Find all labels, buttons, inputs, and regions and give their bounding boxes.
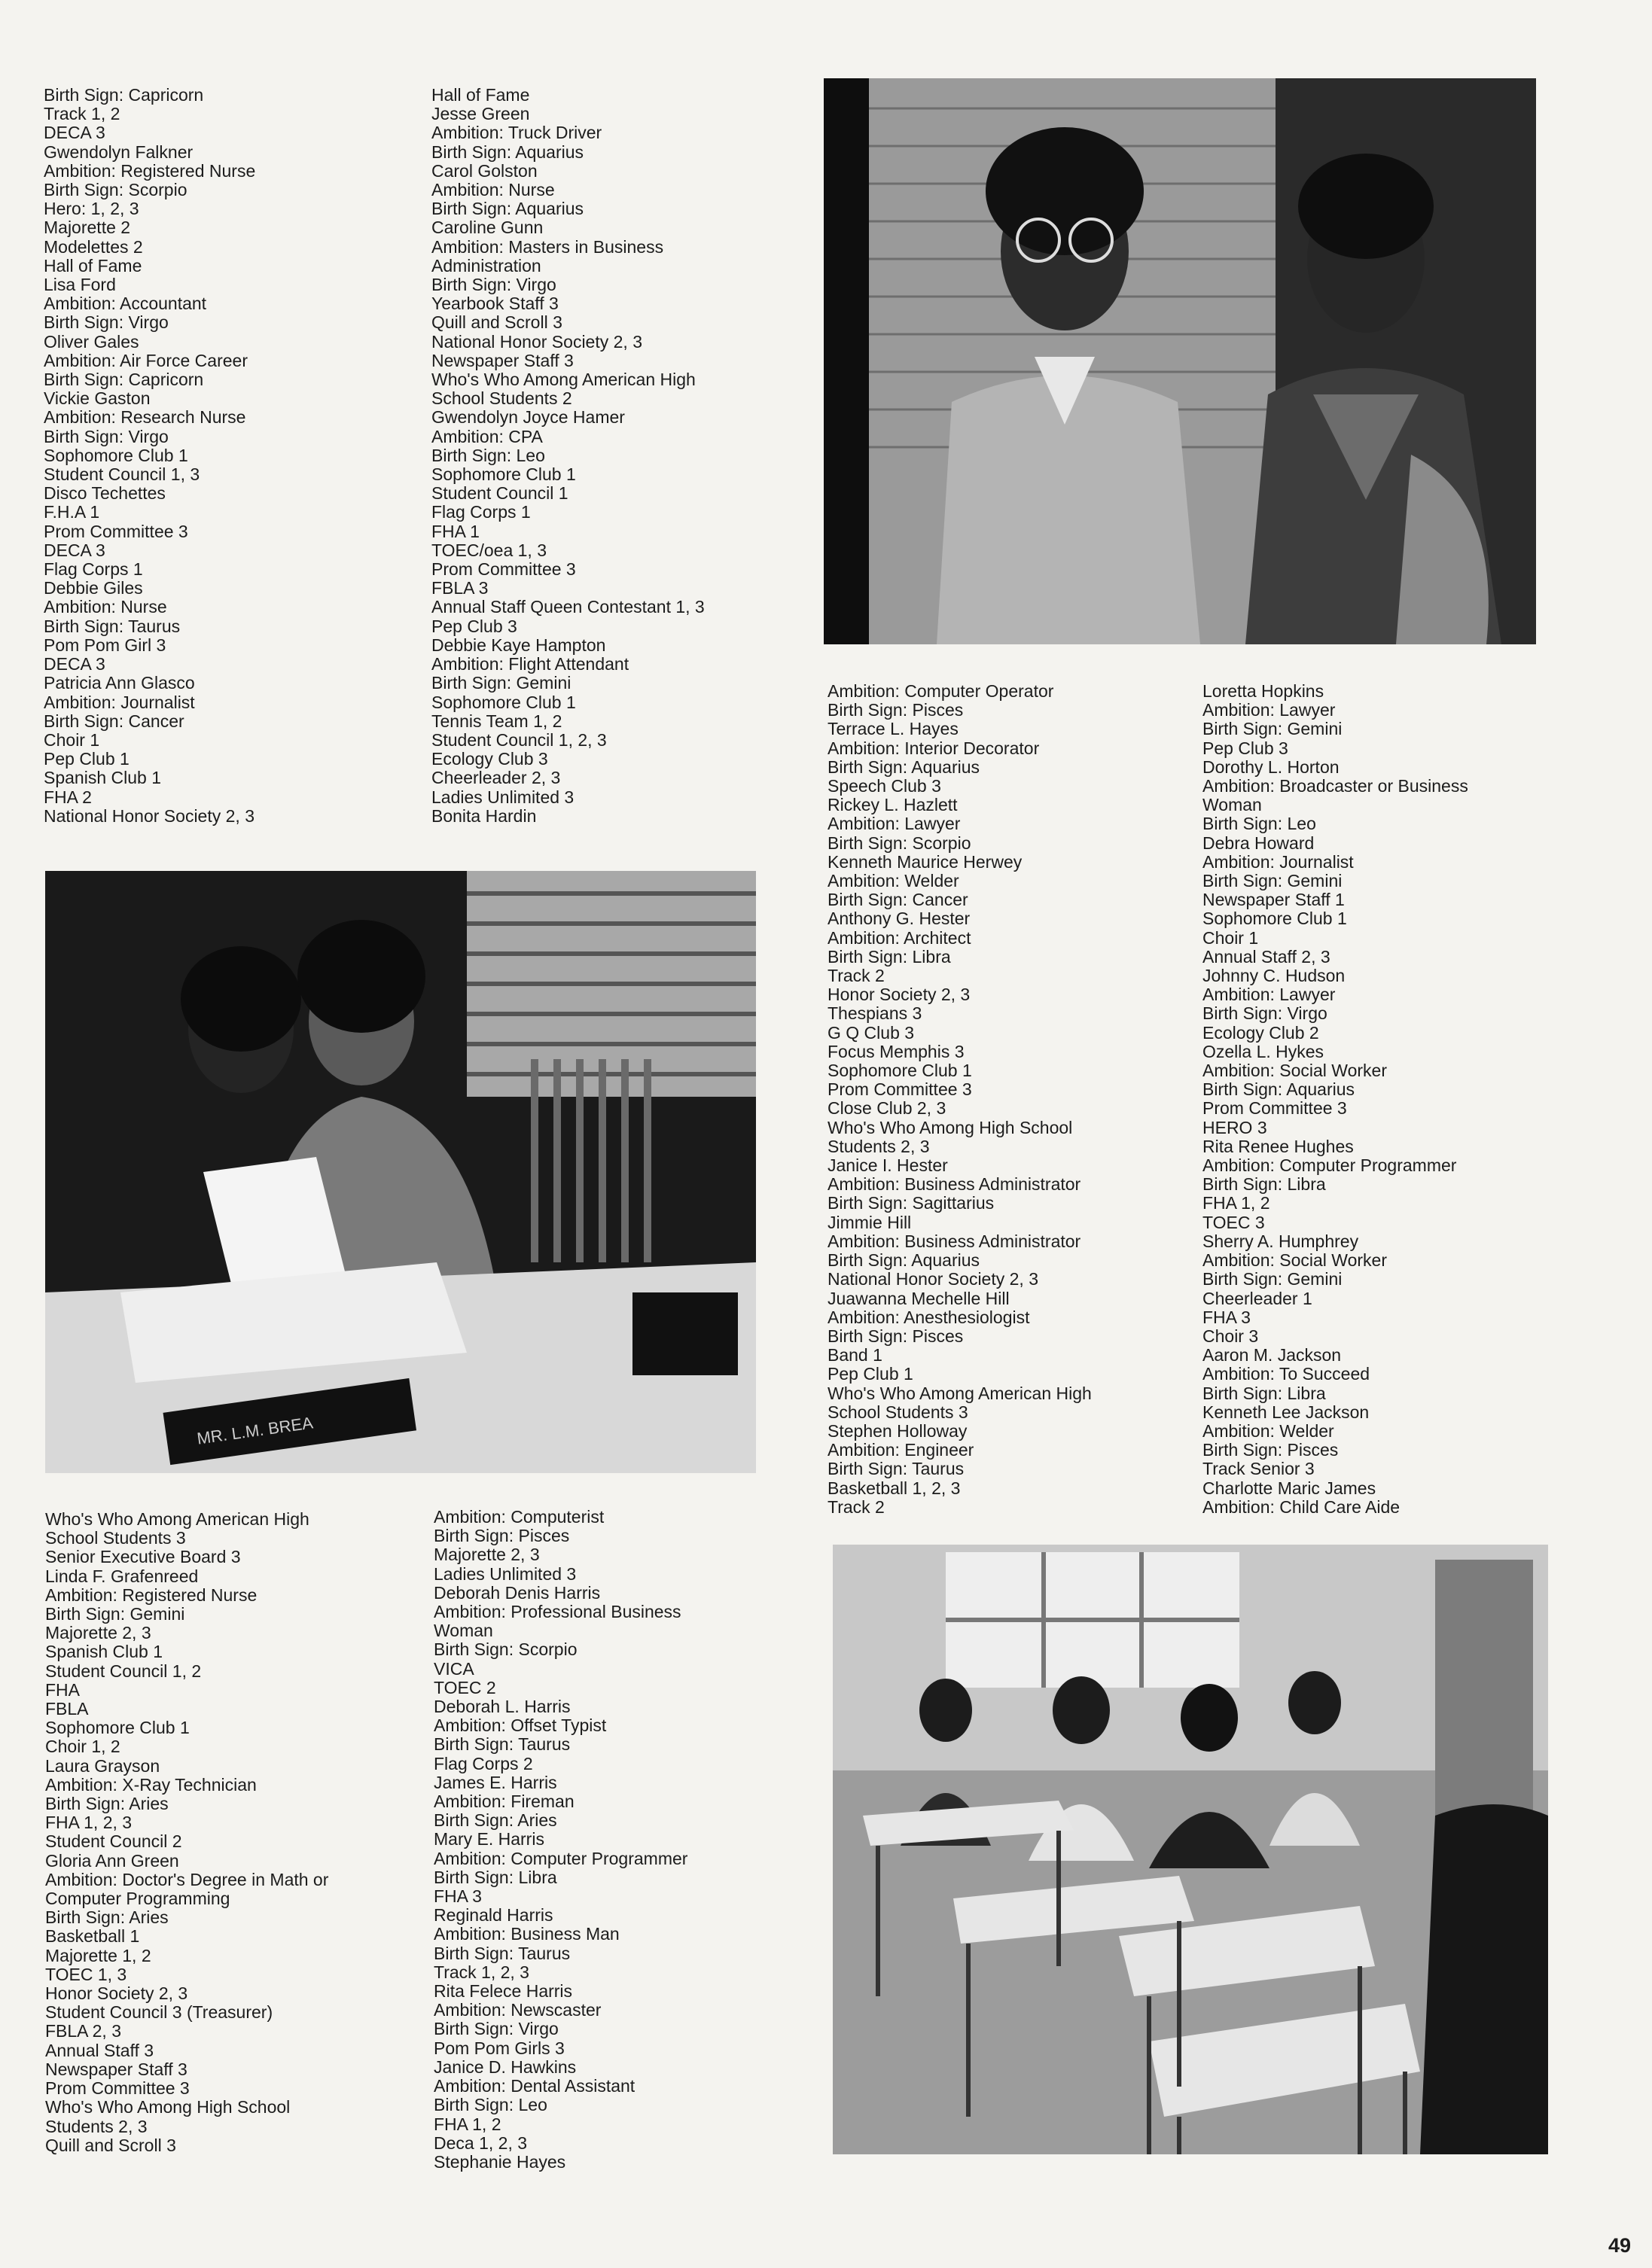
text-line: Ambition: Lawyer — [828, 814, 961, 834]
text-line: Birth Sign: Gemini — [1202, 719, 1343, 739]
text-line: Annual Staff Queen Contestant 1, 3 — [431, 597, 705, 617]
text-line: DECA 3 — [44, 540, 105, 560]
text-line: F.H.A 1 — [44, 502, 100, 522]
text-line: Annual Staff 2, 3 — [1202, 946, 1330, 967]
text-line: Ecology Club 2 — [1202, 1022, 1319, 1043]
text-column-c1 — [45, 1510, 328, 2155]
text-line: Sherry A. Humphrey — [1202, 1231, 1359, 1251]
text-line: Ambition: Social Worker — [1202, 1250, 1387, 1271]
text-line: DECA 3 — [44, 123, 105, 143]
text-line: Sophomore Club 1 — [45, 1718, 190, 1738]
text-line: Administration — [431, 255, 541, 276]
text-line: Track 2 — [828, 1496, 885, 1517]
text-line: Ambition: Welder — [828, 871, 959, 891]
text-line: Birth Sign: Gemini — [1202, 1269, 1343, 1289]
text-line: Woman — [434, 1621, 493, 1641]
text-line: Track 1, 2 — [44, 104, 120, 124]
text-line: Choir 1 — [1202, 927, 1259, 948]
text-line: Birth Sign: Aries — [45, 1794, 169, 1814]
text-line: Sophomore Club 1 — [1202, 909, 1347, 929]
text-line: Rita Felece Harris — [434, 1981, 573, 2002]
text-line: Vickie Gaston — [44, 388, 151, 409]
text-line: Ambition: Offset Typist — [434, 1715, 607, 1736]
text-line: Ambition: Dental Assistant — [434, 2076, 636, 2096]
text-line: HERO 3 — [1202, 1117, 1267, 1137]
text-line: School Students 3 — [828, 1402, 968, 1422]
text-line: Modelettes 2 — [44, 236, 143, 257]
text-line: Patricia Ann Glasco — [44, 673, 195, 693]
text-line: Track 2 — [828, 966, 885, 986]
text-line: Majorette 2 — [44, 218, 131, 238]
text-line: Quill and Scroll 3 — [45, 2135, 176, 2155]
text-line: Deborah L. Harris — [434, 1697, 571, 1717]
text-line: Pom Pom Girl 3 — [44, 635, 166, 655]
text-line: National Honor Society 2, 3 — [828, 1269, 1038, 1289]
text-line: Student Council 3 (Treasurer) — [45, 2002, 273, 2023]
text-line: Pep Club 3 — [431, 616, 517, 636]
text-line: Ambition: Registered Nurse — [45, 1585, 258, 1605]
text-line: Cheerleader 1 — [1202, 1288, 1312, 1308]
text-line: Birth Sign: Libra — [828, 946, 951, 967]
text-line: Birth Sign: Libra — [1202, 1383, 1326, 1403]
text-line: FHA 3 — [1202, 1307, 1251, 1327]
text-line: Stephanie Hayes — [434, 2151, 566, 2172]
text-line: Prom Committee 3 — [1202, 1098, 1347, 1119]
text-line: Rita Renee Hughes — [1202, 1136, 1354, 1156]
text-line: Birth Sign: Pisces — [828, 1326, 964, 1346]
text-line: Track Senior 3 — [1202, 1459, 1315, 1479]
text-line: Janice D. Hawkins — [434, 2056, 577, 2077]
text-line: Ambition: Business Administrator — [828, 1174, 1081, 1195]
text-line: Senior Executive Board 3 — [45, 1547, 241, 1567]
text-line: FHA 2 — [44, 787, 92, 807]
text-line: Birth Sign: Scorpio — [828, 833, 971, 853]
text-line: Hall of Fame — [44, 255, 142, 276]
desk-nameplate: MR. L.M. BREA — [195, 1413, 315, 1448]
text-line: Birth Sign: Virgo — [431, 275, 556, 295]
text-line: Gwendolyn Joyce Hamer — [431, 407, 625, 428]
text-line: Anthony G. Hester — [828, 909, 971, 929]
text-line: Loretta Hopkins — [1202, 681, 1324, 701]
text-line: Ambition: Journalist — [1202, 851, 1354, 872]
text-line: Student Council 1, 3 — [44, 464, 200, 485]
text-line: Kenneth Maurice Herwey — [828, 851, 1023, 872]
text-line: Spanish Club 1 — [44, 768, 161, 788]
text-line: Pep Club 1 — [828, 1364, 913, 1384]
text-line: Stephen Holloway — [828, 1420, 968, 1441]
text-line: Birth Sign: Taurus — [434, 1943, 571, 1963]
text-line: Ambition: Research Nurse — [44, 407, 246, 428]
text-line: Deborah Denis Harris — [434, 1582, 601, 1603]
text-line: Debbie Kaye Hampton — [431, 635, 606, 655]
text-line: Flag Corps 2 — [434, 1753, 533, 1773]
text-line: Birth Sign: Sagittarius — [828, 1193, 995, 1213]
text-column-b1 — [828, 682, 1092, 1517]
text-line: James E. Harris — [434, 1772, 557, 1792]
text-line: Ambition: Engineer — [828, 1440, 974, 1460]
text-line: Pep Club 3 — [1202, 738, 1288, 758]
text-column-a1 — [44, 86, 255, 826]
text-line: Ladies Unlimited 3 — [434, 1563, 577, 1584]
text-line: Prom Committee 3 — [431, 559, 576, 580]
text-line: Birth Sign: Virgo — [44, 426, 169, 446]
text-line: Spanish Club 1 — [45, 1642, 163, 1662]
text-line: TOEC 1, 3 — [45, 1964, 127, 1984]
text-line: Majorette 2, 3 — [45, 1623, 151, 1643]
text-line: Birth Sign: Capricorn — [44, 85, 204, 105]
text-line: Student Council 1 — [431, 483, 568, 504]
text-column-a2 — [431, 86, 705, 826]
text-line: Who's Who Among American High — [828, 1383, 1092, 1403]
text-line: Focus Memphis 3 — [828, 1041, 965, 1061]
text-line: Ambition: Nurse — [431, 180, 555, 200]
text-line: Ambition: Welder — [1202, 1420, 1334, 1441]
text-line: Majorette 1, 2 — [45, 1945, 151, 1965]
text-line: Birth Sign: Leo — [1202, 814, 1316, 834]
text-line: Ambition: Flight Attendant — [431, 654, 629, 674]
text-line: Ambition: CPA — [431, 426, 543, 446]
text-line: Rickey L. Hazlett — [828, 795, 958, 815]
text-line: Dorothy L. Horton — [1202, 757, 1340, 777]
text-line: Birth Sign: Pisces — [828, 700, 964, 720]
text-line: Birth Sign: Aquarius — [828, 757, 980, 777]
text-line: Ambition: Social Worker — [1202, 1061, 1387, 1081]
text-line: Bonita Hardin — [431, 805, 537, 826]
text-line: Ozella L. Hykes — [1202, 1041, 1324, 1061]
text-line: Mary E. Harris — [434, 1829, 544, 1849]
text-line: Choir 3 — [1202, 1326, 1259, 1346]
text-line: Ambition: Child Care Aide — [1202, 1496, 1401, 1517]
text-line: Sophomore Club 1 — [44, 445, 188, 465]
text-line: Speech Club 3 — [828, 776, 941, 796]
text-line: Pom Pom Girls 3 — [434, 2038, 565, 2058]
text-line: FHA 1, 2 — [1202, 1193, 1270, 1213]
text-line: Birth Sign: Capricorn — [44, 370, 204, 390]
text-line: Ambition: Broadcaster or Business — [1202, 776, 1468, 796]
text-line: Birth Sign: Scorpio — [44, 180, 187, 200]
photo-classroom-image — [833, 1545, 1548, 2154]
text-line: Birth Sign: Libra — [434, 1867, 557, 1887]
text-line: Tennis Team 1, 2 — [431, 711, 562, 731]
text-line: Ambition: Doctor's Degree in Math or — [45, 1869, 329, 1889]
text-line: Gloria Ann Green — [45, 1850, 179, 1871]
text-line: TOEC/oea 1, 3 — [431, 540, 547, 560]
text-line: Who's Who Among American High — [45, 1509, 309, 1529]
text-line: Ecology Club 3 — [431, 749, 548, 769]
text-line: Sophomore Club 1 — [431, 692, 576, 712]
text-line: VICA — [434, 1658, 474, 1679]
text-line: Birth Sign: Aquarius — [431, 199, 584, 219]
photo-classroom — [833, 1545, 1548, 2154]
text-line: Newspaper Staff 3 — [45, 2059, 187, 2079]
text-line: Johnny C. Hudson — [1202, 966, 1346, 986]
text-line: Yearbook Staff 3 — [431, 294, 559, 314]
text-line: Ambition: Computer Programmer — [1202, 1155, 1457, 1176]
text-line: National Honor Society 2, 3 — [44, 805, 255, 826]
text-line: Sophomore Club 1 — [828, 1061, 972, 1081]
text-line: TOEC 3 — [1202, 1212, 1265, 1232]
text-line: Birth Sign: Gemini — [45, 1604, 185, 1624]
text-line: Who's Who Among High School — [828, 1117, 1073, 1137]
text-line: G Q Club 3 — [828, 1022, 915, 1043]
photo-woman-at-desk — [45, 871, 756, 1473]
text-line: Hall of Fame — [431, 85, 530, 105]
text-line: Ambition: Business Administrator — [828, 1231, 1081, 1251]
text-line: Hero: 1, 2, 3 — [44, 199, 139, 219]
text-line: DECA 3 — [44, 654, 105, 674]
text-line: Student Council 1, 2, 3 — [431, 729, 607, 750]
text-line: Ambition: Fireman — [434, 1792, 575, 1812]
text-line: Birth Sign: Virgo — [1202, 1003, 1327, 1024]
text-line: Honor Society 2, 3 — [828, 985, 971, 1005]
text-line: Ambition: Journalist — [44, 692, 195, 712]
text-line: Ambition: To Succeed — [1202, 1364, 1370, 1384]
text-line: Ambition: Computer Operator — [828, 681, 1054, 701]
text-line: Newspaper Staff 3 — [431, 350, 574, 370]
text-line: Debra Howard — [1202, 833, 1315, 853]
text-line: Students 2, 3 — [828, 1136, 930, 1156]
text-line: Oliver Gales — [44, 331, 139, 352]
text-line: Ambition: Professional Business — [434, 1602, 681, 1622]
text-line: Sophomore Club 1 — [431, 464, 576, 485]
text-line: Jesse Green — [431, 104, 530, 124]
text-line: Pep Club 1 — [44, 749, 130, 769]
text-line: Gwendolyn Falkner — [44, 142, 194, 162]
text-line: School Students 2 — [431, 388, 572, 409]
text-line: Birth Sign: Gemini — [431, 673, 571, 693]
text-line: National Honor Society 2, 3 — [431, 331, 642, 352]
text-line: Ambition: Registered Nurse — [44, 160, 256, 181]
text-line: Juawanna Mechelle Hill — [828, 1288, 1010, 1308]
text-column-c2 — [434, 1508, 687, 2172]
text-line: Disco Techettes — [44, 483, 166, 504]
text-line: Ambition: Truck Driver — [431, 123, 602, 143]
text-line: Ambition: Air Force Career — [44, 350, 248, 370]
text-line: Birth Sign: Aries — [45, 1907, 169, 1928]
text-line: FBLA — [45, 1699, 89, 1719]
text-line: Birth Sign: Aquarius — [828, 1250, 980, 1271]
text-line: Birth Sign: Taurus — [434, 1734, 571, 1755]
text-line: Charlotte Maric James — [1202, 1478, 1376, 1498]
text-line: Close Club 2, 3 — [828, 1098, 946, 1119]
photo-woman-at-desk-image — [45, 871, 756, 1473]
text-line: Ambition: Masters in Business — [431, 236, 664, 257]
text-line: Ambition: Interior Decorator — [828, 738, 1040, 758]
text-line: FHA 3 — [434, 1886, 482, 1907]
text-line: Birth Sign: Virgo — [44, 312, 169, 333]
text-line: FHA 1 — [431, 521, 480, 541]
text-line: Kenneth Lee Jackson — [1202, 1402, 1370, 1422]
text-line: FHA 1, 2, 3 — [45, 1813, 133, 1833]
text-line: Newspaper Staff 1 — [1202, 890, 1345, 910]
text-line: FHA 1, 2 — [434, 2114, 501, 2134]
text-line: Basketball 1 — [45, 1926, 140, 1947]
text-line: Ambition: Nurse — [44, 597, 167, 617]
text-line: Deca 1, 2, 3 — [434, 2133, 528, 2153]
text-line: Birth Sign: Aquarius — [431, 142, 584, 162]
text-line: Birth Sign: Taurus — [44, 616, 181, 636]
text-line: Ambition: Accountant — [44, 294, 207, 314]
text-line: Prom Committee 3 — [45, 2078, 190, 2099]
text-column-b2 — [1202, 682, 1468, 1517]
text-line: Computer Programming — [45, 1889, 230, 1909]
text-line: Linda F. Grafenreed — [45, 1566, 199, 1586]
photo-two-women-smiling-image — [824, 78, 1536, 644]
text-line: FHA — [45, 1679, 80, 1700]
text-line: Birth Sign: Leo — [431, 445, 545, 465]
text-line: Caroline Gunn — [431, 218, 544, 238]
text-line: Who's Who Among High School — [45, 2097, 291, 2117]
text-line: Birth Sign: Taurus — [828, 1459, 965, 1479]
text-line: Birth Sign: Cancer — [44, 711, 184, 731]
text-line: Honor Society 2, 3 — [45, 1983, 188, 2004]
text-line: Ambition: Architect — [828, 927, 971, 948]
page-number: 49 — [1608, 2234, 1631, 2257]
text-line: FBLA 2, 3 — [45, 2021, 122, 2041]
text-line: Choir 1 — [44, 729, 100, 750]
text-line: Birth Sign: Libra — [1202, 1174, 1326, 1195]
text-line: Birth Sign: Scorpio — [434, 1639, 578, 1660]
text-line: Ambition: Lawyer — [1202, 985, 1336, 1005]
text-line: School Students 3 — [45, 1528, 186, 1548]
text-line: Ambition: Computer Programmer — [434, 1848, 688, 1868]
text-line: Prom Committee 3 — [44, 521, 188, 541]
text-line: Carol Golston — [431, 160, 538, 181]
text-line: Lisa Ford — [44, 275, 116, 295]
text-line: Choir 1, 2 — [45, 1737, 120, 1757]
photo-two-women-smiling — [824, 78, 1536, 644]
text-line: Flag Corps 1 — [44, 559, 143, 580]
text-line: Quill and Scroll 3 — [431, 312, 562, 333]
text-line: Annual Staff 3 — [45, 2040, 154, 2060]
text-line: Debbie Giles — [44, 578, 143, 598]
text-line: Cheerleader 2, 3 — [431, 768, 561, 788]
text-line: Ambition: X-Ray Technician — [45, 1774, 257, 1795]
text-line: Birth Sign: Leo — [434, 2095, 547, 2115]
text-line: Flag Corps 1 — [431, 502, 531, 522]
text-line: Woman — [1202, 795, 1262, 815]
text-line: Thespians 3 — [828, 1003, 922, 1024]
text-line: Basketball 1, 2, 3 — [828, 1478, 961, 1498]
text-line: Birth Sign: Virgo — [434, 2019, 559, 2039]
text-line: Aaron M. Jackson — [1202, 1345, 1342, 1365]
text-line: Who's Who Among American High — [431, 370, 696, 390]
text-line: Majorette 2, 3 — [434, 1545, 540, 1565]
text-line: TOEC 2 — [434, 1677, 496, 1697]
text-line: Student Council 2 — [45, 1831, 182, 1852]
text-line: Student Council 1, 2 — [45, 1661, 202, 1681]
text-line: Birth Sign: Pisces — [1202, 1440, 1339, 1460]
text-line: Students 2, 3 — [45, 2116, 148, 2136]
text-line: Track 1, 2, 3 — [434, 1962, 529, 1982]
text-line: Janice I. Hester — [828, 1155, 948, 1176]
text-line: Ambition: Lawyer — [1202, 700, 1336, 720]
text-line: Ladies Unlimited 3 — [431, 787, 575, 807]
text-line: Reginald Harris — [434, 1905, 553, 1926]
text-line: Birth Sign: Pisces — [434, 1526, 570, 1546]
text-line: Birth Sign: Aquarius — [1202, 1079, 1355, 1100]
text-line: Laura Grayson — [45, 1755, 160, 1776]
text-line: Band 1 — [828, 1345, 882, 1365]
text-line: Ambition: Computerist — [434, 1507, 605, 1527]
text-line: Prom Committee 3 — [828, 1079, 972, 1100]
text-line: Jimmie Hill — [828, 1212, 912, 1232]
text-line: Ambition: Newscaster — [434, 2000, 602, 2020]
text-line: FBLA 3 — [431, 578, 489, 598]
text-line: Ambition: Anesthesiologist — [828, 1307, 1030, 1327]
text-line: Ambition: Business Man — [434, 1924, 620, 1944]
text-line: Terrace L. Hayes — [828, 719, 959, 739]
text-line: Birth Sign: Cancer — [828, 890, 968, 910]
text-line: Birth Sign: Gemini — [1202, 871, 1343, 891]
text-line: Birth Sign: Aries — [434, 1810, 557, 1831]
